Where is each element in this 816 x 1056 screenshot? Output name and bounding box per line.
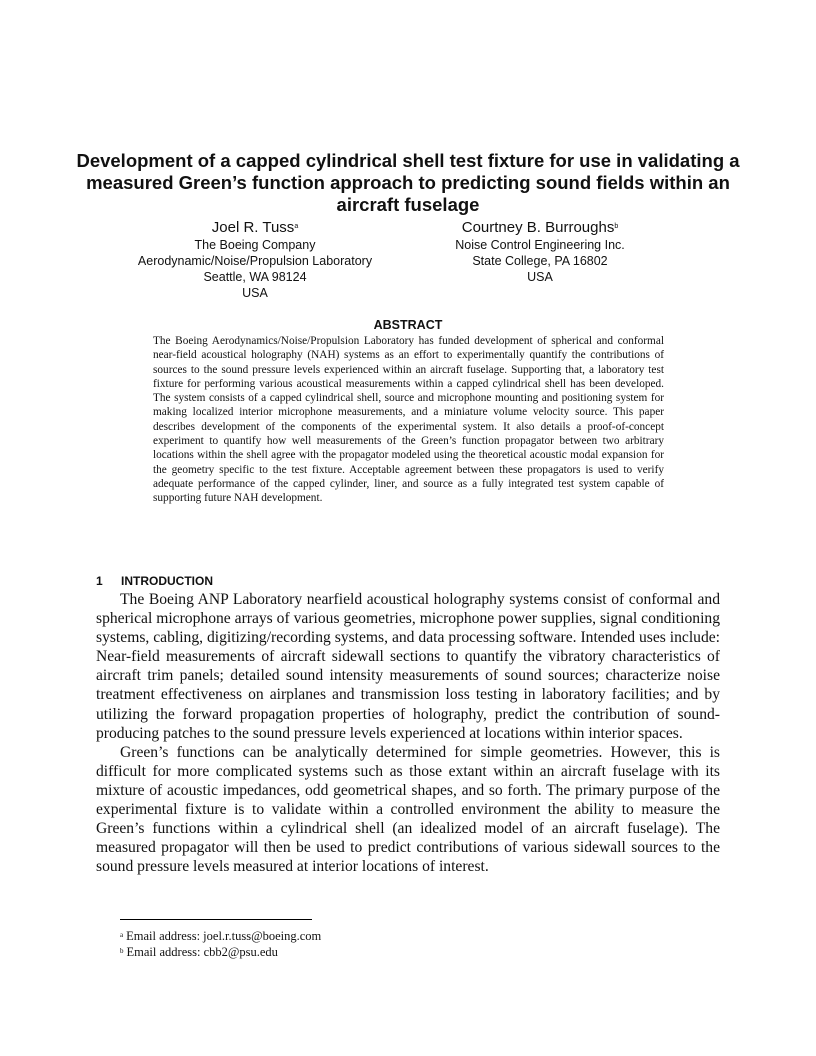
footnote (120, 928, 520, 944)
introduction-body (96, 590, 720, 876)
footnote-text: Email address: joel.r.tuss@boeing.com (126, 929, 322, 943)
author-name: Joel R. Tuss$^a$ (211, 219, 299, 236)
author-block-1 (120, 218, 390, 301)
author-block-2 (420, 218, 660, 285)
abstract-text: The Boeing Aerodynamics/Noise/Propulsion Laboratory has funded development of spherical and conformal near-field acoustical holography (NAH) systems as an effort to experimentally quantify the contributions of sources to the sound pressure levels experienced within an aircraft fuselage. Supporting that, a laboratory test fixture for performing various acoustical measurements within a capped cylindrical shell has been developed. The system consists of a capped cylindrical shell, source and microphone mounting and positioning system for making localized interior microphone measurements, and a miniature volume velocity source. This paper describes development of the components of the experimental system. It also details a proof-of-concept experiment to quantify how well measurements of the Green’s function propagator between two arbitrary locations within the shell agree with the propagator modeled using the theoretical acoustic modal expansion for the geometry specific to the test fixture. Acceptable agreement between these propagators is used to verify adequate performance of the capped cylinder, liner, and source as a fully integrated test system capable of supporting future NAH development. (153, 335, 664, 505)
affiliation-line: Aerodynamic/Noise/Propulsion Laboratory (137, 254, 373, 268)
abstract-heading: ABSTRACT (373, 318, 443, 332)
affiliation-line: Seattle, WA 98124 (203, 270, 307, 284)
author-footnote-marker: b (614, 223, 619, 230)
affiliation-line: The Boeing Company (194, 238, 316, 252)
affiliation-line: State College, PA 16802 (472, 254, 608, 268)
paper-title: Development of a capped cylindrical shell test fixture for use in validating a measured Green’s function approach to predicting sound fields within an aircraft fuselage (76, 150, 740, 216)
footnote-divider (120, 919, 312, 920)
footnote-marker: b (120, 947, 124, 955)
body-paragraph: Green’s functions can be analytically determined for simple geometries. However, this is difficult for more complicated systems such as those extant within an aircraft fuselage with its mixture of acoustic impedances, odd geometrical shapes, and so forth. The primary purpose of the experimental fixture is to validate within a controlled environment the ability to measure the Green’s functions within a cylindrical shell (an idealized model of an aircraft fuselage). The measured propagator will then be used to predict contributions of various sidewall sources to the sound pressure levels measured at interior locations of interest. (96, 743, 720, 876)
section-title: INTRODUCTION (121, 574, 213, 588)
author-footnote-marker: a (294, 223, 299, 230)
body-paragraph: The Boeing ANP Laboratory nearfield acoustical holography systems consist of conformal and spherical microphone arrays of various geometries, microphone power supplies, signal conditioning systems, cabling, digitizing/recording systems, and data processing software. Intended uses include: Near-field measurements of aircraft sidewall sections to quantify the vibratory characteristics of aircraft trim panels; detailed sound intensity measurements of sound sources; characterize noise treatment effectiveness on airplanes and transmission loss testing in laboratory facilities; and by utilizing the forward propagation properties of holography, predict the contribution of sound-producing patches to the sound pressure levels experienced at locations within interior spaces. (96, 591, 720, 742)
author-name: Courtney B. Burroughs$^b$ (461, 219, 619, 236)
footnotes (120, 928, 520, 960)
affiliation-line: USA (242, 286, 268, 300)
affiliation-line: USA (527, 270, 553, 284)
footnote-text: Email address: cbb2@psu.edu (126, 945, 278, 959)
footnote-marker: a (120, 931, 124, 939)
footnote (120, 944, 520, 960)
affiliation-line: Noise Control Engineering Inc. (455, 238, 625, 252)
section-heading (96, 574, 213, 589)
section-number: 1 (96, 574, 103, 588)
